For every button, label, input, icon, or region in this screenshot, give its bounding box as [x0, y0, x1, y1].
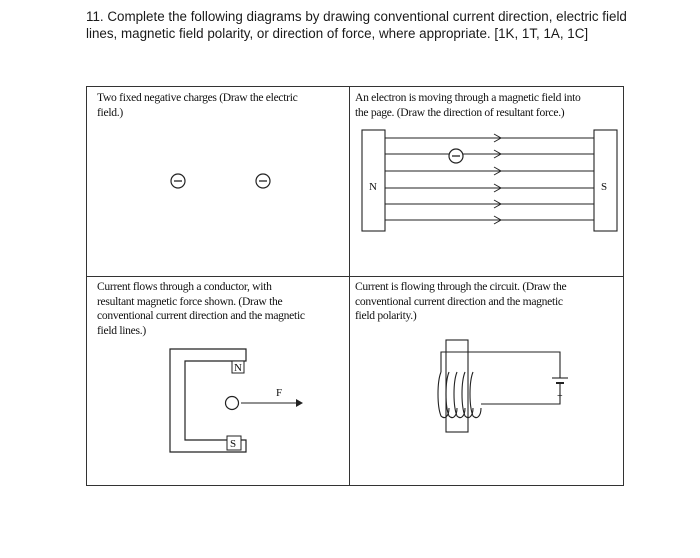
cell-bottom-right-line-2: conventional current direction and the magnetic [355, 294, 563, 308]
force-arrow [241, 387, 303, 407]
battery-plus-label: + [557, 391, 563, 402]
magnetic-field-lines [385, 134, 594, 224]
magnet-south-label: S [230, 438, 237, 450]
cell-top-left-line-2: field.) [97, 105, 123, 119]
cell-bottom-left-line-1: Current flows through a conductor, with [97, 280, 272, 293]
conductor-cross-section [226, 397, 239, 410]
cell-bottom-left-line-3: conventional current direction and the magnetic [97, 309, 305, 323]
negative-charge-right [256, 174, 270, 188]
question-line-2: lines, magnetic field polarity, or direction of force, where appropriate. [1K, 1T, 1A, 1C] [86, 26, 589, 41]
magnet-south-label-box [227, 436, 241, 450]
cell-top-left-line-1: Two fixed negative charges (Draw the electric [97, 91, 298, 104]
cell-bottom-left-line-4: field lines.) [97, 323, 146, 337]
electron-icon [449, 149, 463, 163]
question-line-1: 11. Complete the following diagrams by drawing conventional current direction, electric field [86, 9, 627, 24]
north-pole-label: N [369, 181, 377, 193]
force-label: F [276, 387, 283, 399]
iron-core [446, 340, 468, 432]
cell-bottom-right-line-1: Current is flowing through the circuit. (Draw the [355, 280, 567, 293]
magnet-north-label: N [234, 362, 242, 374]
south-pole-block [594, 130, 617, 231]
south-pole-label: S [601, 181, 608, 193]
cell-bottom-right-line-3: field polarity.) [355, 309, 417, 323]
cell-top-right-line-1: An electron is moving through a magnetic field into [355, 91, 581, 104]
magnet-north-label-box [232, 361, 244, 374]
north-pole-block [362, 130, 385, 231]
cell-bottom-left-line-2: resultant magnetic force shown. (Draw the [97, 294, 283, 308]
cell-top-right-line-2: the page. (Draw the direction of resultant force.) [355, 105, 565, 119]
negative-charge-left [171, 174, 185, 188]
